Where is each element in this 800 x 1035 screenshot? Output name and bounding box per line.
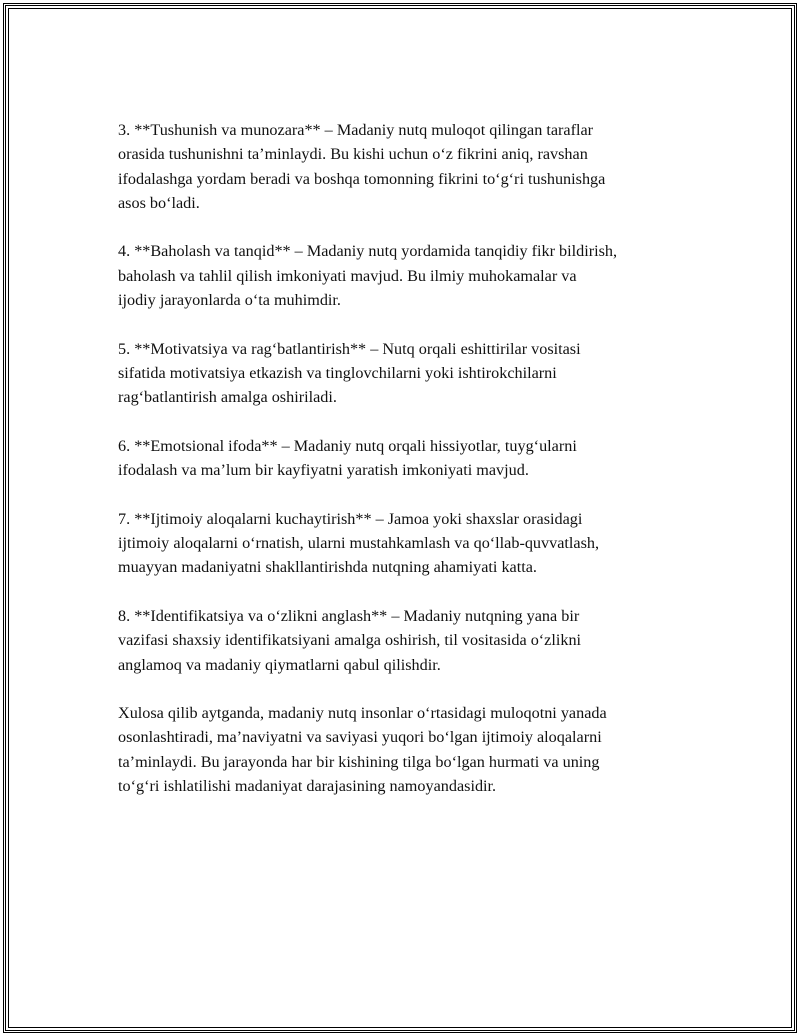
document-body: [118, 118, 693, 823]
paragraph-conclusion: Xulosa qilib aytganda, madaniy nutq insonlar o‘rtasidagi muloqotni yanada osonlashtiradi, ma’naviyatni va saviyasi yuqori bo‘lgan ijtimoiy aloqalarni ta’minlaydi. Bu jarayonda har bir kishining tilga bo‘lgan hurmati va uning to‘g‘ri ishlatilishi madaniyat darajasining namoyandasidir.: [118, 704, 607, 796]
paragraph-understanding: 3. **Tushunish va munozara** – Madaniy nutq muloqot qilingan taraflar orasida tushunishni ta’minlaydi. Bu kishi uchun o‘z fikrini aniq, ravshan ifodalashga yordam beradi va boshqa tomonning fikrini to‘g‘ri tushunishga asos bo‘ladi.: [118, 121, 606, 212]
paragraph-emotional-expression: 6. **Emotsional ifoda** – Madaniy nutq orqali hissiyotlar, tuyg‘ularni ifodalash va ma’lum bir kayfiyatni yaratish imkoniyati mavjud.: [118, 436, 577, 480]
paragraph-motivation: 5. **Motivatsiya va rag‘batlantirish** – Nutq orqali eshittirilar vositasi sifatida motivatsiya etkazish va tinglovchilarni yoki ishtirokchilarni rag‘batlantirish amalga oshiriladi.: [118, 339, 581, 407]
paragraph-identification: 8. **Identifikatsiya va o‘zlikni anglash** – Madaniy nutqning yana bir vazifasi shaxsiy identifikatsiyani amalga oshirish, til vositasida o‘zlikni anglamoq va madaniy qiymatlarni qabul qilishdir.: [118, 606, 582, 674]
paragraph-evaluation: 4. **Baholash va tanqid** – Madaniy nutq yordamida tanqidiy fikr bildirish, baholash va tahlil qilish imkoniyati mavjud. Bu ilmiy muhokamalar va ijodiy jarayonlarda o‘ta muhimdir.: [118, 242, 618, 310]
paragraph-social-relations: 7. **Ijtimoiy aloqalarni kuchaytirish** – Jamoa yoki shaxslar orasidagi ijtimoiy aloqalarni o‘rnatish, ularni mustahkamlash va qo‘llab-quvvatlash, muayyan madaniyatni shakllantirishda nutqning ahamiyati katta.: [118, 509, 600, 577]
